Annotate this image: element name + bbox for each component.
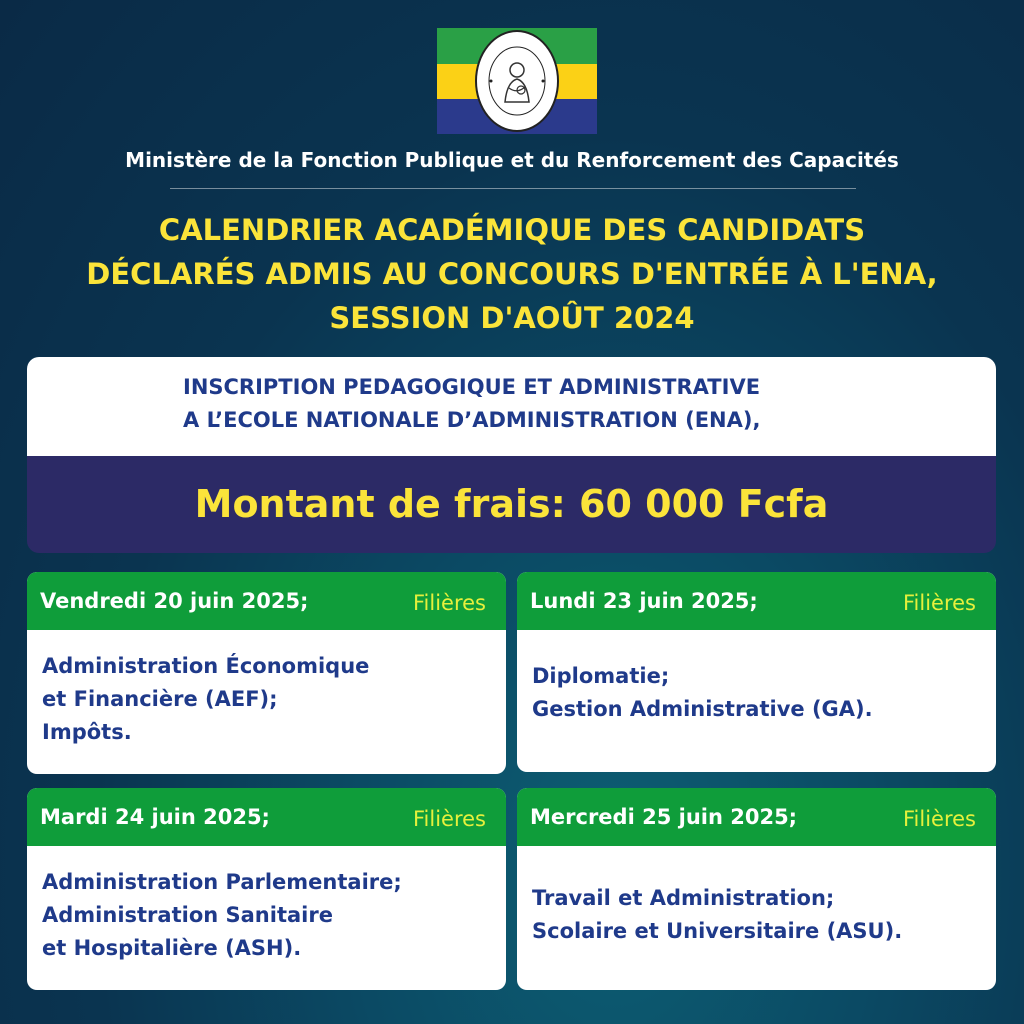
card-label: Filières (902, 807, 976, 831)
card-body (517, 630, 996, 726)
title-line-3: SESSION D'AOÛT 2024 (329, 301, 695, 335)
card-body (27, 846, 506, 965)
card-line: Gestion Administrative (GA). (532, 697, 873, 721)
inscription-line-2: A L’ECOLE NATIONALE D’ADMINISTRATION (ENA), (183, 408, 761, 432)
ministry-name: Ministère de la Fonction Publique et du Renforcement des Capacités (125, 148, 899, 172)
inscription-line-1: INSCRIPTION PEDAGOGIQUE ET ADMINISTRATIVE (183, 375, 761, 399)
title-line-2: DÉCLARÉS ADMIS AU CONCOURS D'ENTRÉE À L'ENA, (86, 257, 938, 291)
schedule-card-tuesday (27, 788, 506, 990)
card-header (517, 788, 996, 846)
card-line: Administration Parlementaire; (42, 870, 402, 894)
divider (170, 188, 856, 189)
card-line: Administration Sanitaire (42, 903, 333, 927)
card-line: Diplomatie; (532, 664, 670, 688)
card-date: Mercredi 25 juin 2025; (530, 805, 798, 829)
card-header (27, 788, 506, 846)
page-title (0, 208, 1024, 340)
schedule-card-monday (517, 572, 996, 772)
card-label: Filières (412, 807, 486, 831)
card-line: Administration Économique (42, 654, 370, 678)
card-body (517, 846, 996, 948)
card-line: Scolaire et Universitaire (ASU). (532, 919, 903, 943)
republic-seal (475, 30, 559, 132)
card-line: Impôts. (42, 720, 132, 744)
card-label: Filières (412, 591, 486, 615)
card-date: Mardi 24 juin 2025; (40, 805, 270, 829)
gabon-flag-emblem (437, 28, 597, 134)
card-label: Filières (902, 591, 976, 615)
title-line-1: CALENDRIER ACADÉMIQUE DES CANDIDATS (158, 213, 866, 247)
schedule-card-friday (27, 572, 506, 774)
card-body (27, 630, 506, 749)
card-header (517, 572, 996, 630)
schedule-card-wednesday (517, 788, 996, 990)
card-date: Lundi 23 juin 2025; (530, 589, 758, 613)
card-header (27, 572, 506, 630)
card-date: Vendredi 20 juin 2025; (40, 589, 309, 613)
card-line: Travail et Administration; (532, 886, 835, 910)
inscription-box (27, 357, 996, 457)
fees-banner: Montant de frais: 60 000 Fcfa (27, 456, 996, 553)
seal-icon (477, 32, 557, 130)
card-line: et Financière (AEF); (42, 687, 278, 711)
card-line: et Hospitalière (ASH). (42, 936, 302, 960)
